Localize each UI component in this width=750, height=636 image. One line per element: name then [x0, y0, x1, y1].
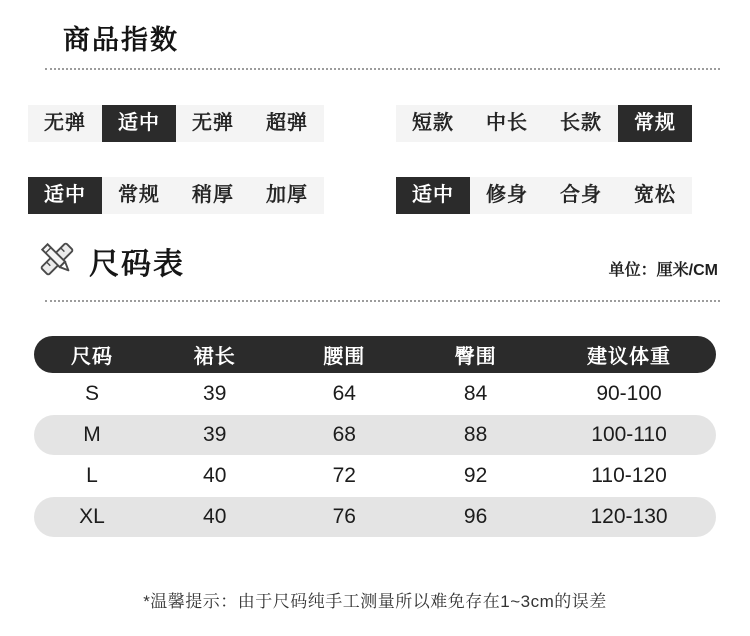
option-chip: 超弹: [266, 112, 308, 134]
table-row-xl: [34, 497, 716, 537]
pencil-ruler-icon: [38, 240, 76, 283]
attribute-group-fit: [396, 177, 692, 214]
attribute-group-length: [396, 105, 692, 142]
table-row-s: [34, 374, 716, 414]
option-chip: 修身: [486, 184, 528, 206]
length-cell: 40: [203, 464, 227, 487]
attribute-group-elasticity: [28, 105, 324, 142]
column-header-hip: 臀围: [454, 346, 497, 368]
length-cell: 39: [203, 382, 227, 405]
option-chip: 长款: [560, 112, 602, 134]
size-cell: M: [83, 423, 101, 446]
weight-cell: 90-100: [596, 382, 662, 405]
weight-cell: 120-130: [590, 505, 668, 528]
length-cell: 40: [203, 505, 227, 528]
size-chart-title: 尺码表: [89, 248, 185, 281]
hip-cell: 96: [463, 505, 488, 528]
option-chip: 稍厚: [192, 184, 234, 206]
option-chip-selected: 常规: [618, 105, 692, 142]
size-table: [34, 336, 716, 537]
size-chart-title-wrap: [38, 239, 185, 283]
waist-cell: 72: [332, 464, 356, 487]
page-title: 商品指数: [63, 25, 179, 55]
divider-dotted-top: [45, 68, 720, 70]
length-cell: 39: [203, 423, 227, 446]
column-header-size: 尺码: [70, 346, 113, 368]
option-chip: 加厚: [266, 184, 308, 206]
option-chip: 宽松: [634, 184, 676, 206]
option-chip-selected: 适中: [396, 177, 470, 214]
unit-label: 单位：厘米/CM: [608, 262, 718, 279]
attribute-row-1: [0, 105, 750, 142]
option-chip: 无弹: [44, 112, 86, 134]
column-header-skirt-length: 裙长: [193, 346, 236, 368]
waist-cell: 68: [332, 423, 356, 446]
option-chip: 中长: [486, 112, 528, 134]
weight-cell: 110-120: [591, 464, 667, 487]
table-row-m: [34, 415, 716, 455]
option-chip: 合身: [560, 184, 602, 206]
option-chip: 无弹: [192, 112, 234, 134]
option-chip-selected: 适中: [102, 105, 176, 142]
option-chip: 常规: [118, 184, 160, 206]
table-row-l: [34, 456, 716, 496]
attribute-row-2: [0, 177, 750, 214]
waist-cell: 64: [332, 382, 356, 405]
hip-cell: 88: [463, 423, 488, 446]
hip-cell: 84: [463, 382, 488, 405]
size-cell: L: [86, 464, 98, 487]
weight-cell: 100-110: [591, 423, 667, 446]
attribute-group-thickness: [28, 177, 324, 214]
column-header-weight: 建议体重: [587, 346, 672, 368]
option-chip: 短款: [412, 112, 454, 134]
size-table-header-row: [34, 336, 716, 373]
hip-cell: 92: [463, 464, 488, 487]
divider-dotted-sizechart: [45, 300, 720, 302]
column-header-waist: 腰围: [323, 346, 366, 368]
waist-cell: 76: [332, 505, 356, 528]
option-chip-selected: 适中: [28, 177, 102, 214]
measurement-disclaimer: *温馨提示：由于尺码纯手工测量所以难免存在1~3cm的误差: [143, 592, 607, 611]
size-cell: XL: [79, 505, 105, 528]
size-cell: S: [84, 382, 99, 405]
size-chart-header: [38, 239, 718, 283]
